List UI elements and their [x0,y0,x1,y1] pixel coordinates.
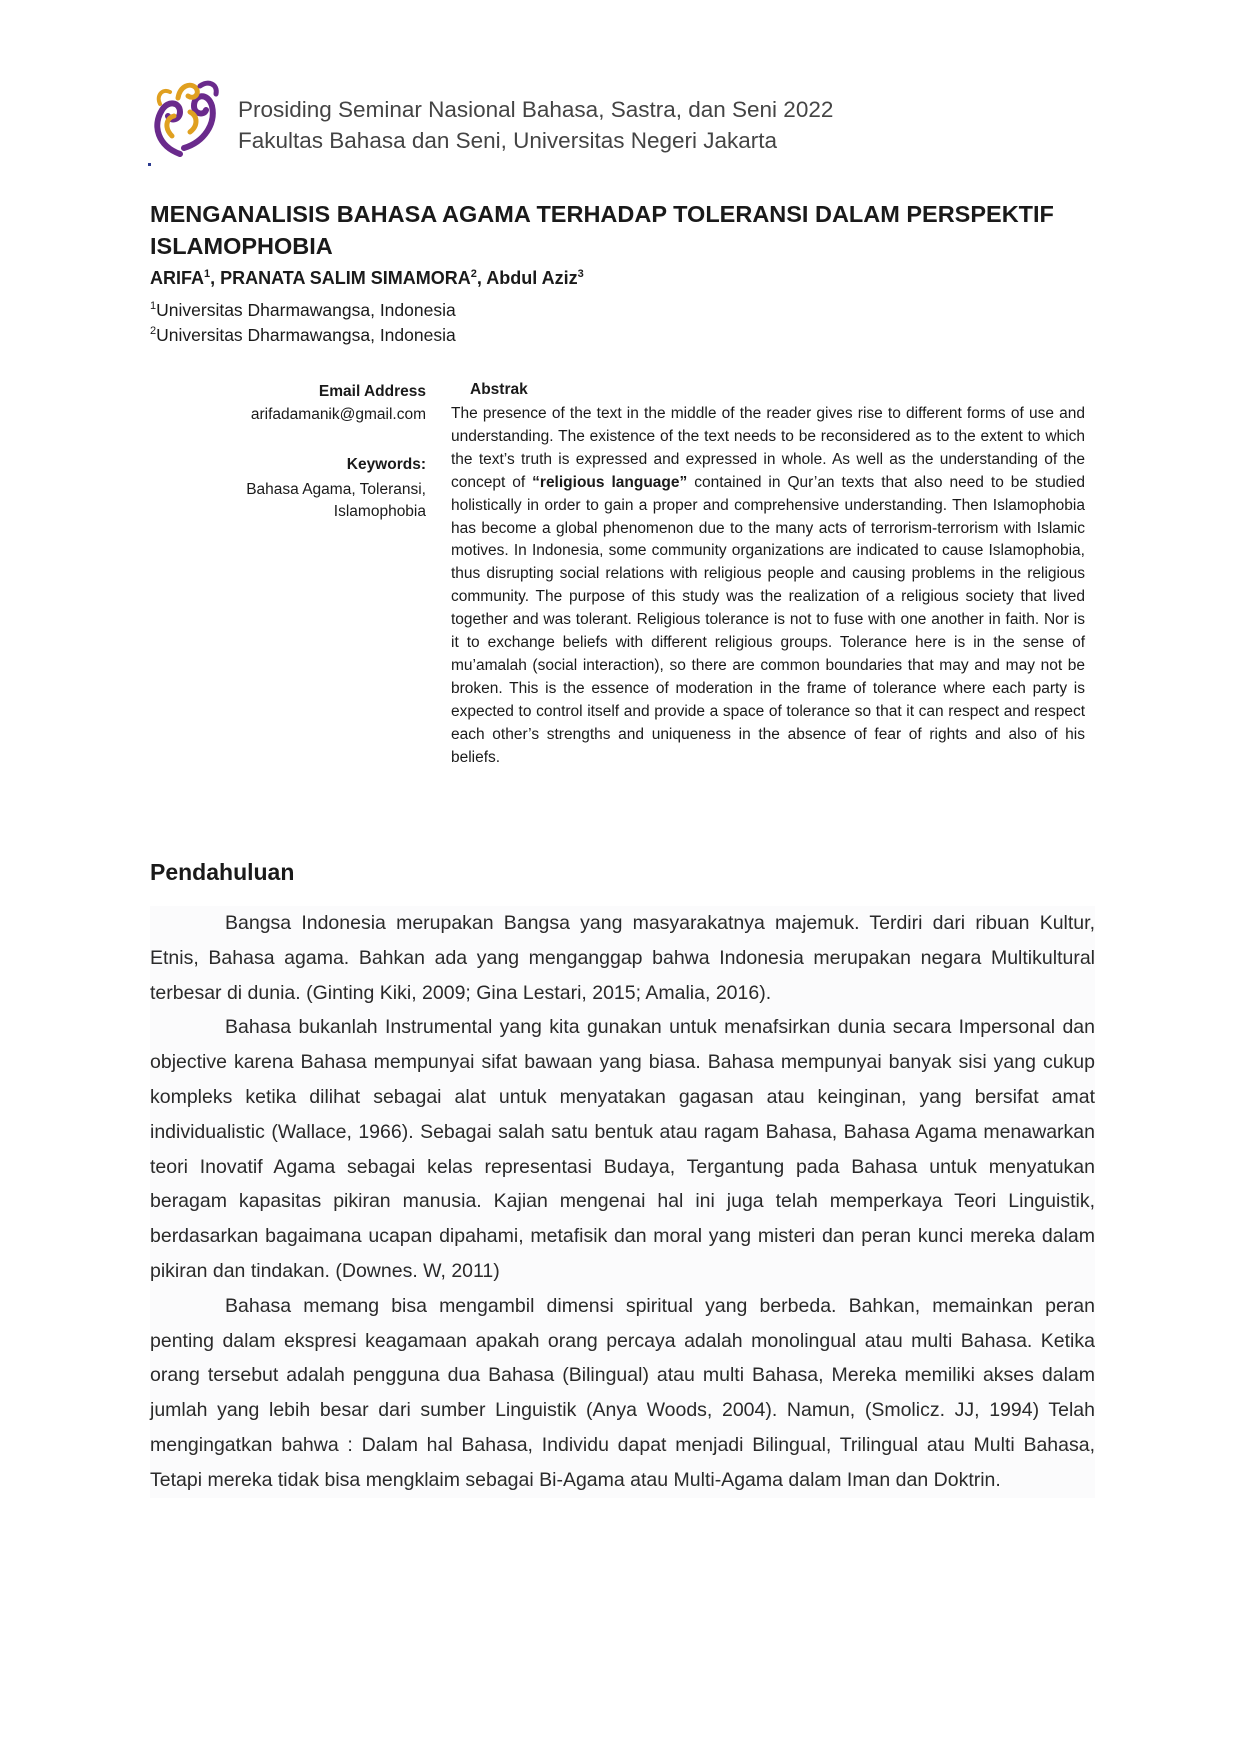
abstract-heading: Abstrak [470,381,528,398]
keywords-value: Bahasa Agama, Toleransi, Islamophobia [246,481,426,520]
affiliation-sup: 2 [150,325,157,338]
body-paragraph: Bahasa memang bisa mengambil dimensi spiritual yang berbeda. Bahkan, memainkan peran penting dalam ekspresi keagamaan apakah orang percaya adalah monolingual atau multi Bahasa. Ketika orang tersebut adalah pengguna dua Bahasa (Bilingual) atau multi Bahasa, Mereka memiliki akses dalam jumlah yang lebih besar dari sumber Linguistik (Anya Woods, 2004). Namun, (Smolicz. JJ, 1994) Telah mengingatkan bahwa : Dalam hal Bahasa, Individu dapat menjadi Bilingual, Trilingual atau Multi Bahasa, Tetapi mereka tidak bisa mengklaim sebagai Bi-Agama atau Multi-Agama dalam Iman dan Doktrin. [150,1289,1095,1498]
introduction-body [150,906,1095,1498]
body-paragraph: Bangsa Indonesia merupakan Bangsa yang masyarakatnya majemuk. Terdiri dari ribuan Kultur, Etnis, Bahasa agama. Bahkan ada yang menganggap bahwa Indonesia merupakan negara Multikultural terbesar di dunia. (Ginting Kiki, 2009; Gina Lestari, 2015; Amalia, 2016). [150,906,1095,1010]
affiliation-text: Universitas Dharmawangsa, Indonesia [156,300,456,320]
affiliation [150,325,456,346]
keywords-label: Keywords: [346,456,426,473]
abstract-part: contained in Qur’an texts that also need to be studied holistically in order to gain a proper and comprehensive understanding. Then Islamophobia has become a global phenomenon due to the many acts of terrorism-terrorism with Islamic motives. In Indonesia, some community organizations are indicated to cause Islamophobia, thus disrupting social relations with religious people and causing problems in the religious community. The purpose of this study was the realization of a religious society that lived together and was tolerant. Religious tolerance is not to fuse with one another in faith. Nor is it to exchange beliefs with different religious groups. Tolerance here is in the sense of mu’amalah (social interaction), so there are common boundaries that may and may not be broken. This is the essence of moderation in the frame of tolerance where each party is expected to control itself and provide a space of tolerance so that it can respect and respect each other’s strengths and uniqueness in the absence of fear of rights and also of his beliefs. [451,473,1085,766]
header-line-2: Fakultas Bahasa dan Seni, Universitas Negeri Jakarta [238,128,778,153]
affiliation [150,300,456,321]
abstract-part: The presence of the text in the middle of the reader gives rise to different forms of use and understanding. The existence of the text needs to be reconsidered as to the extent to which the text’s truth is expressed and expressed in whole. As well as the understanding of the concept of [451,405,1085,491]
header-dot [148,163,151,166]
section-heading-introduction: Pendahuluan [150,859,295,885]
author-list [150,268,584,289]
paper-title: MENGANALISIS BAHASA AGAMA TERHADAP TOLERANSI DALAM PERSPEKTIF ISLAMOPHOBIA [150,201,1054,259]
author-separator: , [210,268,221,288]
affiliation-text: Universitas Dharmawangsa, Indonesia [156,325,456,345]
header-line-1: Prosiding Seminar Nasional Bahasa, Sastra, dan Seni 2022 [238,97,834,122]
affiliation-sup: 1 [150,300,157,313]
abstract-text [451,403,1085,770]
email-address[interactable]: arifadamanik@gmail.com [250,406,426,423]
author-separator: , [476,268,487,288]
seminar-logo-icon [150,76,224,158]
body-paragraph: Bahasa bukanlah Instrumental yang kita gunakan untuk menafsirkan dunia secara Impersonal dan objective karena Bahasa mempunyai sifat bawaan yang biasa. Bahasa mempunyai banyak sisi yang cukup kompleks ketika dilihat sebagai alat untuk menyatakan gagasan atau keinginan, yang bersifat amat individualistic (Wallace, 1966). Sebagai salah satu bentuk atau ragam Bahasa, Bahasa Agama menawarkan teori Inovatif Agama sebagai kelas representasi Budaya, Tergantung pada Bahasa untuk menyatukan beragam kapasitas pikiran manusia. Kajian mengenai hal ini juga telah memperkaya Teori Linguistik, berdasarkan bagaimana ucapan dipahami, metafisik dan moral yang misteri dan peran kunci mereka dalam pikiran dan tindakan. (Downes. W, 2011) [150,1010,1095,1288]
abstract-bold-phrase: “religious language” [532,473,688,491]
proceedings-header [238,94,833,156]
author-name: Abdul Aziz [486,268,578,288]
author-name: PRANATA SALIM SIMAMORA [220,268,471,288]
author-name: ARIFA [150,268,204,288]
email-label: Email Address [318,383,426,400]
author-sup: 3 [577,268,584,280]
author-sup: 2 [470,268,477,280]
author-sup: 1 [204,268,211,280]
